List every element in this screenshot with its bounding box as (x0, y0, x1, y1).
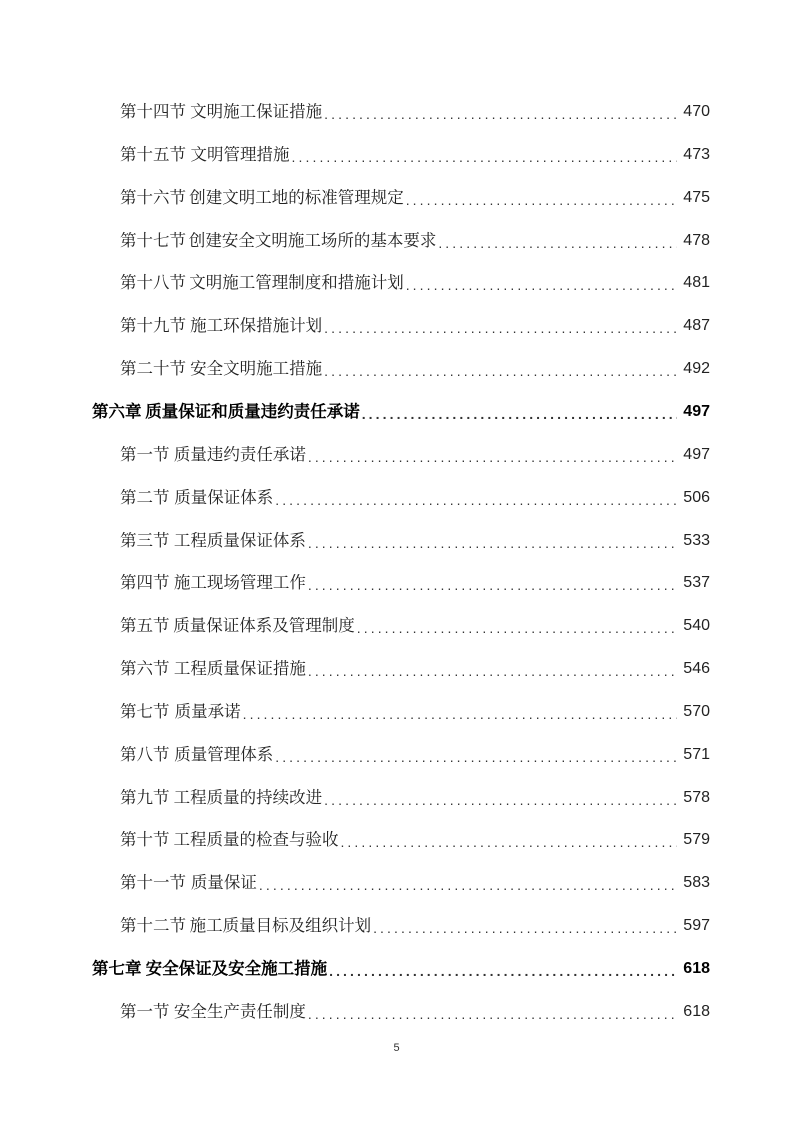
dot-leader (292, 147, 678, 167)
toc-entry-number: 第六章 (92, 401, 142, 421)
toc-entry-page: 478 (683, 231, 710, 249)
toc-entry-title: 质量保证和质量违约责任承诺 (145, 401, 360, 421)
toc-entry-page: 475 (683, 188, 710, 206)
toc-section-entry[interactable] (120, 871, 710, 895)
toc-entry-title: 质量管理体系 (174, 744, 274, 764)
toc-entry-page: 618 (683, 1002, 710, 1020)
toc-entry-page: 537 (683, 574, 710, 592)
toc-entry-title: 安全保证及安全施工措施 (145, 959, 328, 978)
toc-entry-title: 质量违约责任承诺 (173, 444, 306, 464)
toc-entry-title: 创建安全文明施工场所的基本要求 (188, 230, 437, 250)
toc-entry-number: 第二节 (120, 487, 170, 507)
toc-section-entry[interactable] (120, 529, 710, 553)
toc-entry-page: 597 (683, 917, 710, 935)
toc-entry-number: 第二十节 (120, 359, 186, 379)
toc-chapter-entry[interactable] (92, 400, 710, 424)
toc-section-entry[interactable] (120, 743, 710, 767)
toc-chapter-entry[interactable] (92, 957, 710, 981)
toc-section-entry[interactable] (120, 271, 710, 295)
toc-section-entry[interactable] (120, 443, 710, 467)
dot-leader (275, 747, 677, 767)
dot-leader (243, 704, 678, 724)
toc-entry-title: 创建文明工地的标准管理规定 (189, 187, 404, 207)
toc-section-entry[interactable] (120, 571, 710, 595)
toc-entry-title: 工程质量保证体系 (173, 530, 306, 550)
toc-section-entry[interactable] (120, 786, 710, 810)
toc-entry-title: 质量保证体系 (174, 487, 274, 507)
toc-entry-title: 施工现场管理工作 (173, 573, 306, 593)
toc-entry-number: 第八节 (120, 744, 170, 764)
dot-leader (340, 832, 677, 852)
toc-entry-page: 533 (683, 531, 710, 549)
toc-section-entry[interactable] (120, 486, 710, 510)
toc-entry-title: 文明施工保证措施 (190, 102, 323, 121)
toc-section-entry[interactable] (120, 1000, 710, 1024)
dot-leader (275, 490, 677, 510)
toc-section-entry[interactable] (120, 828, 710, 852)
toc-entry-number: 第十九节 (120, 316, 186, 336)
dot-leader (406, 275, 678, 295)
dot-leader (324, 790, 677, 810)
toc-entry-title: 施工质量目标及组织计划 (189, 916, 372, 936)
dot-leader (259, 875, 677, 895)
toc-entry-title: 文明施工管理制度和措施计划 (189, 273, 404, 293)
toc-entry-page: 497 (683, 445, 710, 463)
toc-entry-number: 第十节 (120, 830, 170, 850)
toc-entry-page: 470 (683, 103, 710, 120)
toc-entry-title: 工程质量的检查与验收 (173, 830, 339, 850)
toc-entry-number: 第十八节 (120, 273, 186, 293)
toc-entry-number: 第一节 (120, 444, 170, 464)
toc-entry-number: 第十一节 (120, 873, 186, 893)
dot-leader (308, 661, 677, 681)
toc-entry-number: 第十六节 (120, 187, 186, 207)
toc-entry-page: 487 (683, 317, 710, 335)
toc-entry-title: 文明管理措施 (190, 144, 290, 164)
toc-entry-page: 570 (683, 702, 710, 720)
toc-entry-title: 质量保证 (190, 873, 257, 893)
dot-leader (373, 918, 677, 938)
toc-entry-number: 第一节 (120, 1001, 170, 1021)
toc-entry-number: 第九节 (120, 787, 170, 807)
toc-entry-number: 第十五节 (120, 144, 186, 164)
toc-section-entry[interactable] (120, 357, 710, 381)
toc-entry-page: 546 (683, 660, 710, 678)
toc-entry-title: 安全生产责任制度 (173, 1001, 306, 1021)
toc-section-entry[interactable] (120, 657, 710, 681)
toc-entry-number: 第四节 (120, 573, 170, 593)
toc-entry-page: 481 (683, 274, 710, 292)
toc-entry-page: 540 (683, 617, 710, 635)
toc-entry-number: 第十四节 (120, 102, 186, 121)
toc-entry-title: 工程质量的持续改进 (173, 787, 323, 807)
dot-leader (329, 961, 677, 981)
toc-entry-title: 质量保证体系及管理制度 (173, 616, 355, 636)
toc-entry-page: 618 (683, 960, 710, 977)
dot-leader (406, 190, 678, 210)
toc-entry-page: 497 (683, 402, 710, 420)
toc-entry-page: 583 (683, 874, 710, 892)
toc-entry-title: 工程质量保证措施 (173, 659, 306, 679)
dot-leader (438, 233, 677, 253)
toc-entry-page: 492 (683, 360, 710, 378)
toc-section-entry[interactable] (120, 614, 710, 638)
toc-entry-title: 质量承诺 (174, 701, 241, 721)
toc-entry-page: 578 (683, 788, 710, 806)
toc-entry-number: 第十七节 (120, 230, 186, 250)
dot-leader (308, 1004, 677, 1024)
toc-entry-page: 571 (683, 745, 710, 763)
toc-section-entry[interactable] (120, 143, 710, 167)
toc-entry-page: 506 (683, 488, 710, 506)
toc-entry-number: 第七章 (92, 959, 142, 978)
toc-entry-number: 第三节 (120, 530, 170, 550)
dot-leader (324, 104, 677, 124)
toc-section-entry[interactable] (120, 914, 710, 938)
toc-section-entry[interactable] (120, 314, 710, 338)
page-number: 5 (393, 1042, 400, 1054)
dot-leader (308, 447, 677, 467)
toc-entry-title: 施工环保措施计划 (190, 316, 323, 336)
dot-leader (308, 575, 677, 595)
dot-leader (324, 318, 677, 338)
toc-entry-number: 第七节 (120, 701, 170, 721)
dot-leader (308, 533, 677, 553)
toc-section-entry[interactable] (120, 700, 710, 724)
toc-entry-page: 579 (683, 831, 710, 849)
toc-section-entry[interactable] (120, 100, 710, 124)
toc-entry-number: 第五节 (120, 616, 170, 636)
toc-entry-number: 第六节 (120, 659, 170, 679)
toc-section-entry[interactable] (120, 229, 710, 253)
toc-section-entry[interactable] (120, 186, 710, 210)
dot-leader (324, 361, 677, 381)
dot-leader (362, 404, 678, 424)
toc-entry-title: 安全文明施工措施 (190, 359, 323, 379)
toc-entry-page: 473 (683, 145, 710, 163)
toc-entry-number: 第十二节 (120, 916, 186, 936)
dot-leader (357, 618, 678, 638)
